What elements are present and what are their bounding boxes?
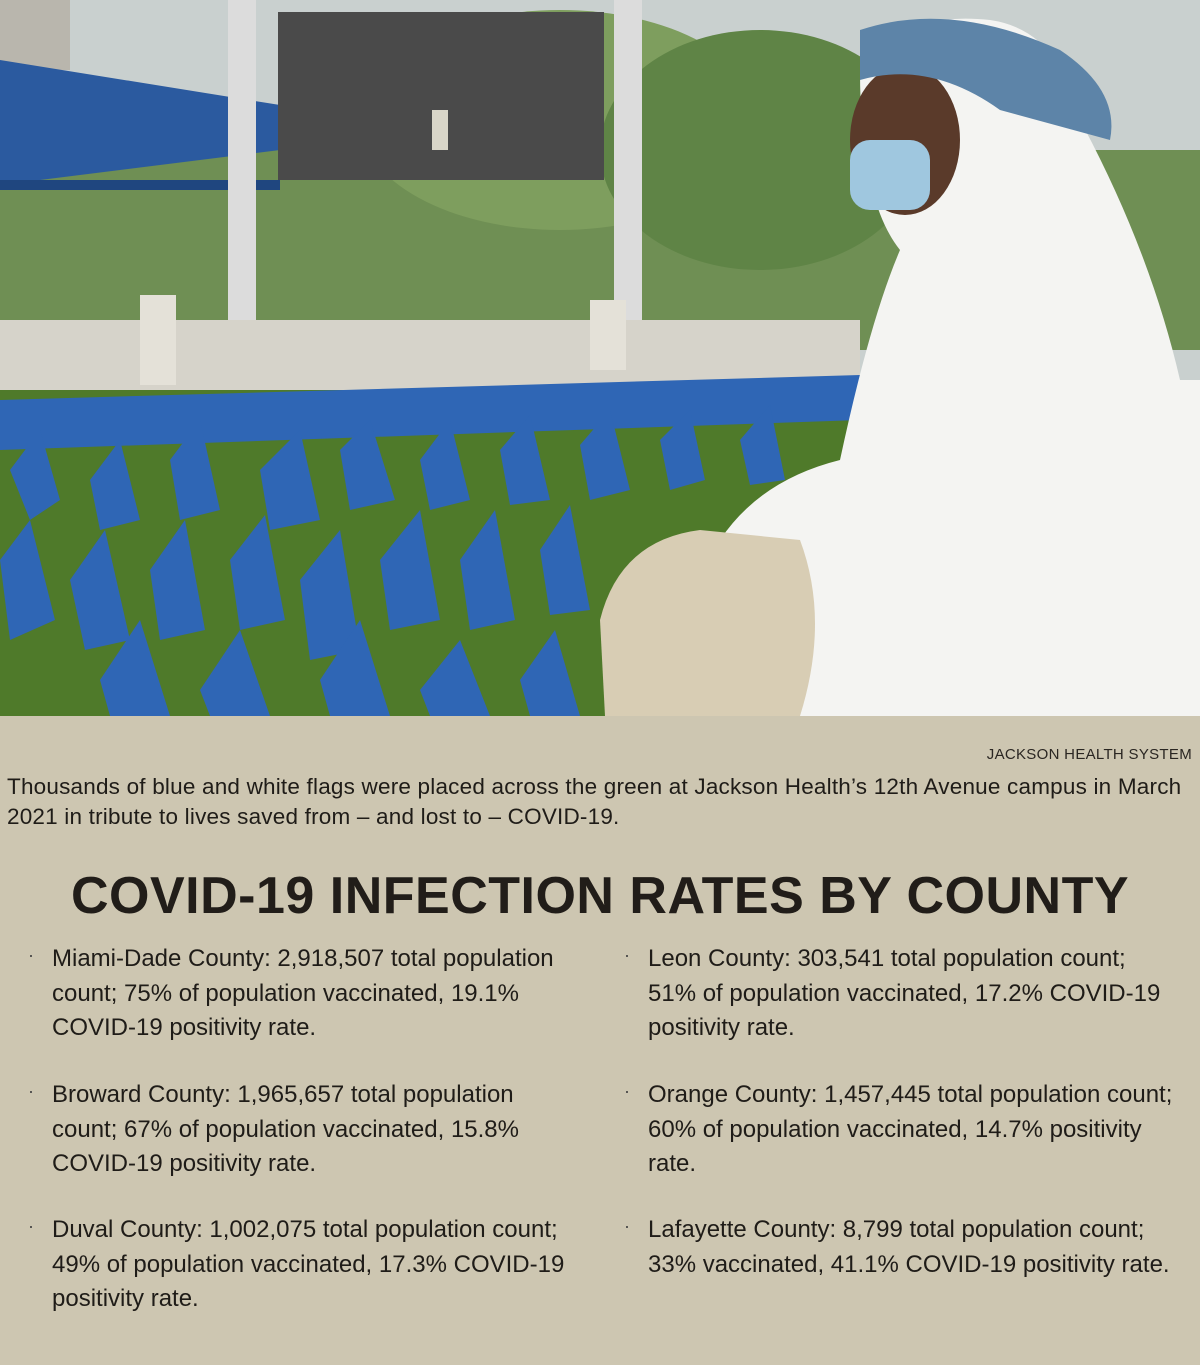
list-item-miami-dade bbox=[28, 942, 582, 1046]
county-text: Miami-Dade County: 2,918,507 total population count; 75% of population vaccinated, 19.1% COVID-19 positivity rate. bbox=[52, 945, 554, 1041]
county-list bbox=[0, 942, 1200, 1342]
list-item-orange bbox=[624, 1078, 1178, 1182]
photo-credit: JACKSON HEALTH SYSTEM bbox=[986, 746, 1192, 763]
bullet-icon: · bbox=[624, 1081, 630, 1101]
list-item-leon bbox=[624, 942, 1178, 1046]
list-item-duval bbox=[28, 1213, 582, 1317]
county-text: Leon County: 303,541 total population count; 51% of population vaccinated, 17.2% COVID-19 positivity rate. bbox=[648, 945, 1161, 1041]
bullet-icon: · bbox=[28, 945, 34, 965]
list-item-lafayette bbox=[624, 1213, 1178, 1282]
county-text: Duval County: 1,002,075 total population count; 49% of population vaccinated, 17.3% COVID-19 positivity rate. bbox=[52, 1216, 565, 1312]
county-text: Broward County: 1,965,657 total population count; 67% of population vaccinated, 15.8% COVID-19 positivity rate. bbox=[52, 1081, 519, 1177]
bullet-icon: · bbox=[624, 945, 630, 965]
page-title: COVID-19 INFECTION RATES BY COUNTY bbox=[70, 867, 1130, 925]
county-text: Orange County: 1,457,445 total population count; 60% of population vaccinated, 14.7% positivity rate. bbox=[648, 1081, 1173, 1177]
photo-caption: Thousands of blue and white flags were placed across the green at Jackson Health’s 12th Avenue campus in March 2021 in tribute to lives saved from – and lost to – COVID-19. bbox=[7, 774, 1182, 829]
bullet-icon: · bbox=[28, 1081, 34, 1101]
county-text: Lafayette County: 8,799 total population count; 33% vaccinated, 41.1% COVID-19 positivity rate. bbox=[648, 1216, 1170, 1278]
list-item-broward bbox=[28, 1078, 582, 1182]
bullet-icon: · bbox=[624, 1216, 630, 1236]
bullet-icon: · bbox=[28, 1216, 34, 1236]
